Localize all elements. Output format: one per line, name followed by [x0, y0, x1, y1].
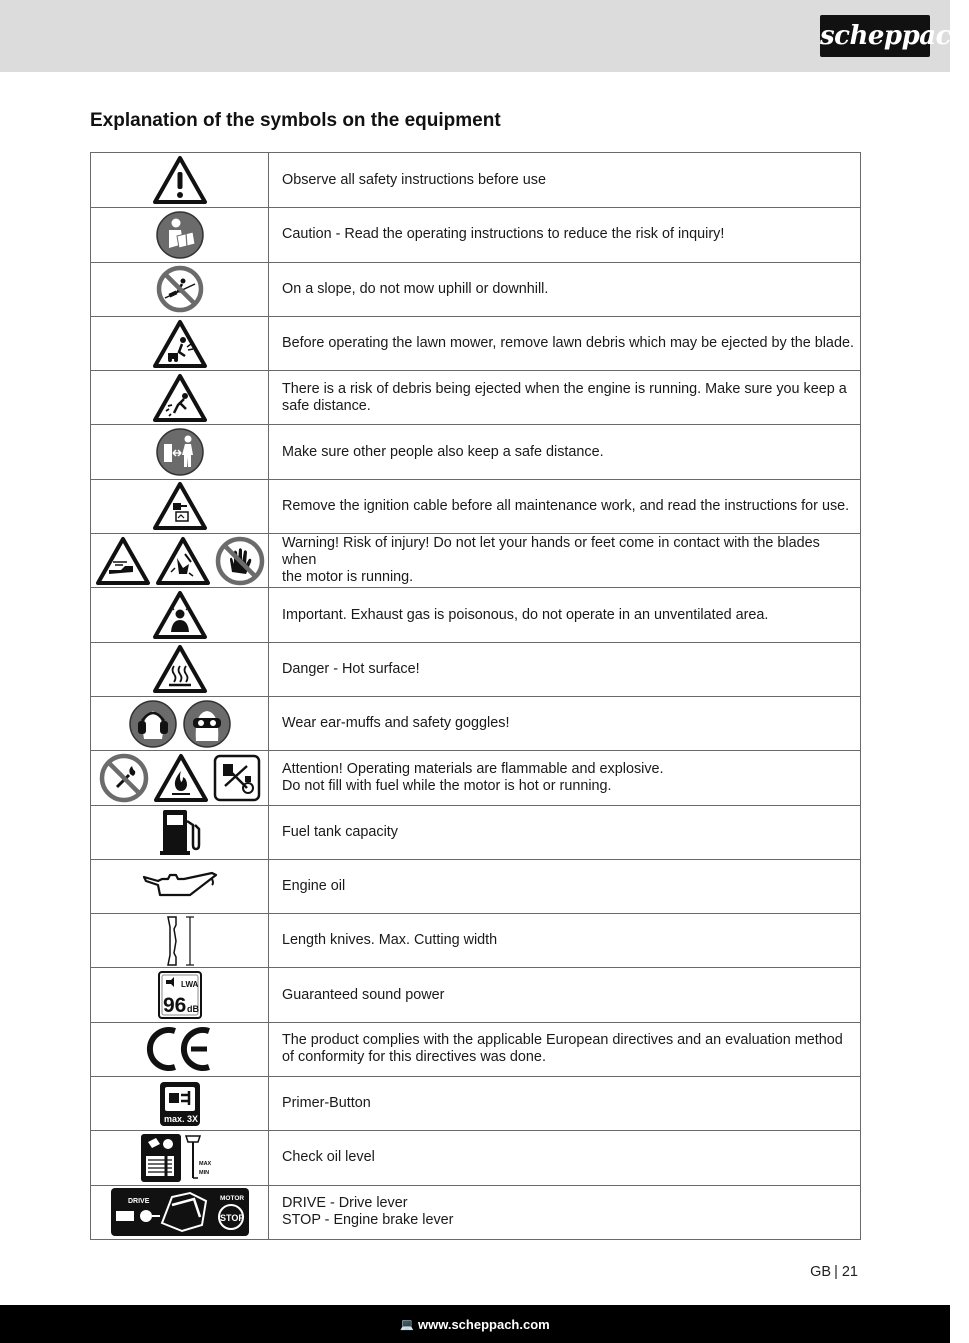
row-text: Wear ear-muffs and safety goggles!: [282, 715, 510, 732]
row-text: Remove the ignition cable before all maintenance work, and read the instructions for use.: [282, 497, 850, 514]
fuel-pump-icon: [157, 807, 203, 857]
blade-length-icon: [160, 915, 200, 967]
table-row: [91, 967, 860, 1021]
page-number-value: 21: [841, 1264, 858, 1280]
sound-value: 96: [162, 994, 186, 1018]
row-text: Check oil level: [282, 1149, 375, 1166]
row-text: Observe all safety instructions before use: [282, 171, 546, 188]
primer-label: max. 3X: [163, 1113, 198, 1124]
no-refuel-running-icon: [213, 754, 261, 802]
row-text: the motor is running.: [282, 569, 414, 586]
motor-label: MOTOR: [219, 1195, 244, 1203]
no-open-flame-icon: [99, 753, 149, 803]
table-row: [91, 533, 860, 587]
table-row: [91, 479, 860, 533]
table-row: [91, 207, 860, 261]
safety-goggles-icon: [182, 699, 232, 749]
row-text: of conformity for this directives was done.: [282, 1049, 546, 1066]
page-region: GB: [810, 1264, 832, 1280]
row-text: Engine oil: [282, 878, 346, 894]
table-row: [91, 1022, 860, 1076]
row-text: STOP - Engine brake lever: [282, 1212, 454, 1229]
hand-blade-warning-icon: [155, 536, 211, 586]
sound-label: LWA: [180, 980, 198, 990]
page-number: GB | 21: [810, 1264, 858, 1280]
row-text: On a slope, do not mow uphill or downhill.: [282, 280, 549, 297]
ear-muffs-icon: [128, 699, 178, 749]
table-row: [91, 587, 860, 641]
row-text: Guaranteed sound power: [282, 986, 445, 1003]
row-text: Danger - Hot surface!: [282, 660, 420, 677]
table-row: [91, 1076, 860, 1130]
table-row: [91, 805, 860, 859]
table-row: [91, 696, 860, 750]
no-slope-mowing-icon: [155, 264, 205, 314]
footer-bar: [0, 1305, 950, 1343]
row-text: Do not fill with fuel while the motor is hot or running.: [282, 777, 612, 794]
table-row: [91, 1185, 860, 1239]
sound-unit: dB: [186, 1004, 199, 1015]
row-text: Make sure other people also keep a safe distance.: [282, 443, 604, 460]
table-row: [91, 1130, 860, 1184]
page-title: Explanation of the symbols on the equipment: [90, 110, 501, 131]
row-text: Before operating the lawn mower, remove lawn debris which may be ejected by the blade.: [282, 335, 854, 352]
brand-logo: scheppach: [820, 15, 930, 57]
row-text: Important. Exhaust gas is poisonous, do not operate in an unventilated area.: [282, 606, 769, 623]
symbols-table: [90, 152, 861, 1240]
drive-stop-lever-icon: [110, 1187, 250, 1237]
row-text: Caution - Read the operating instructions to reduce the risk of inquiry!: [282, 226, 725, 243]
table-row: [91, 424, 860, 478]
row-text: DRIVE - Drive lever: [282, 1195, 408, 1212]
table-row: [91, 750, 860, 804]
row-text: There is a risk of debris being ejected when the engine is running. Make sure you keep a: [282, 380, 847, 397]
flammable-warning-icon: [153, 753, 209, 803]
row-text: safe distance.: [282, 397, 371, 414]
oil-level-check-icon: [140, 1132, 220, 1184]
table-row: [91, 859, 860, 913]
thrown-objects-warning-icon: [152, 373, 208, 423]
table-row: [91, 262, 860, 316]
header-bar: [0, 0, 969, 72]
row-text: Length knives. Max. Cutting width: [282, 932, 498, 949]
table-row: [91, 316, 860, 370]
table-row: [91, 370, 860, 424]
keep-distance-icon: [155, 427, 205, 477]
stop-label: STOP: [219, 1213, 244, 1224]
table-row: [91, 642, 860, 696]
foot-blade-warning-icon: [95, 536, 151, 586]
read-manual-icon: [155, 210, 205, 260]
primer-button-icon: [159, 1081, 201, 1127]
row-text: Fuel tank capacity: [282, 823, 398, 840]
drive-label: DRIVE: [127, 1198, 149, 1206]
oil-min-label: MIN: [198, 1169, 209, 1176]
hot-surface-warning-icon: [152, 644, 208, 694]
website-link[interactable]: www.scheppach.com: [417, 1316, 550, 1332]
oil-can-icon: [140, 869, 220, 905]
warning-exclamation-icon: [152, 155, 208, 205]
sound-power-icon: [157, 970, 203, 1020]
row-text: Warning! Risk of injury! Do not let your hands or feet come in contact with the blades when: [282, 535, 820, 569]
row-text: Primer-Button: [282, 1095, 371, 1112]
row-text: The product complies with the applicable European directives and an evaluation method: [282, 1032, 843, 1049]
table-row: [91, 153, 860, 207]
debris-ejection-warning-icon: [152, 319, 208, 369]
no-hands-icon: [215, 536, 265, 586]
row-text: Attention! Operating materials are flammable and explosive.: [282, 760, 664, 777]
oil-max-label: MAX: [198, 1160, 211, 1167]
computer-icon: 💻: [400, 1318, 414, 1331]
toxic-fumes-warning-icon: [152, 590, 208, 640]
table-row: [91, 913, 860, 967]
ignition-cable-warning-icon: [152, 481, 208, 531]
ce-mark-icon: [147, 1026, 213, 1072]
